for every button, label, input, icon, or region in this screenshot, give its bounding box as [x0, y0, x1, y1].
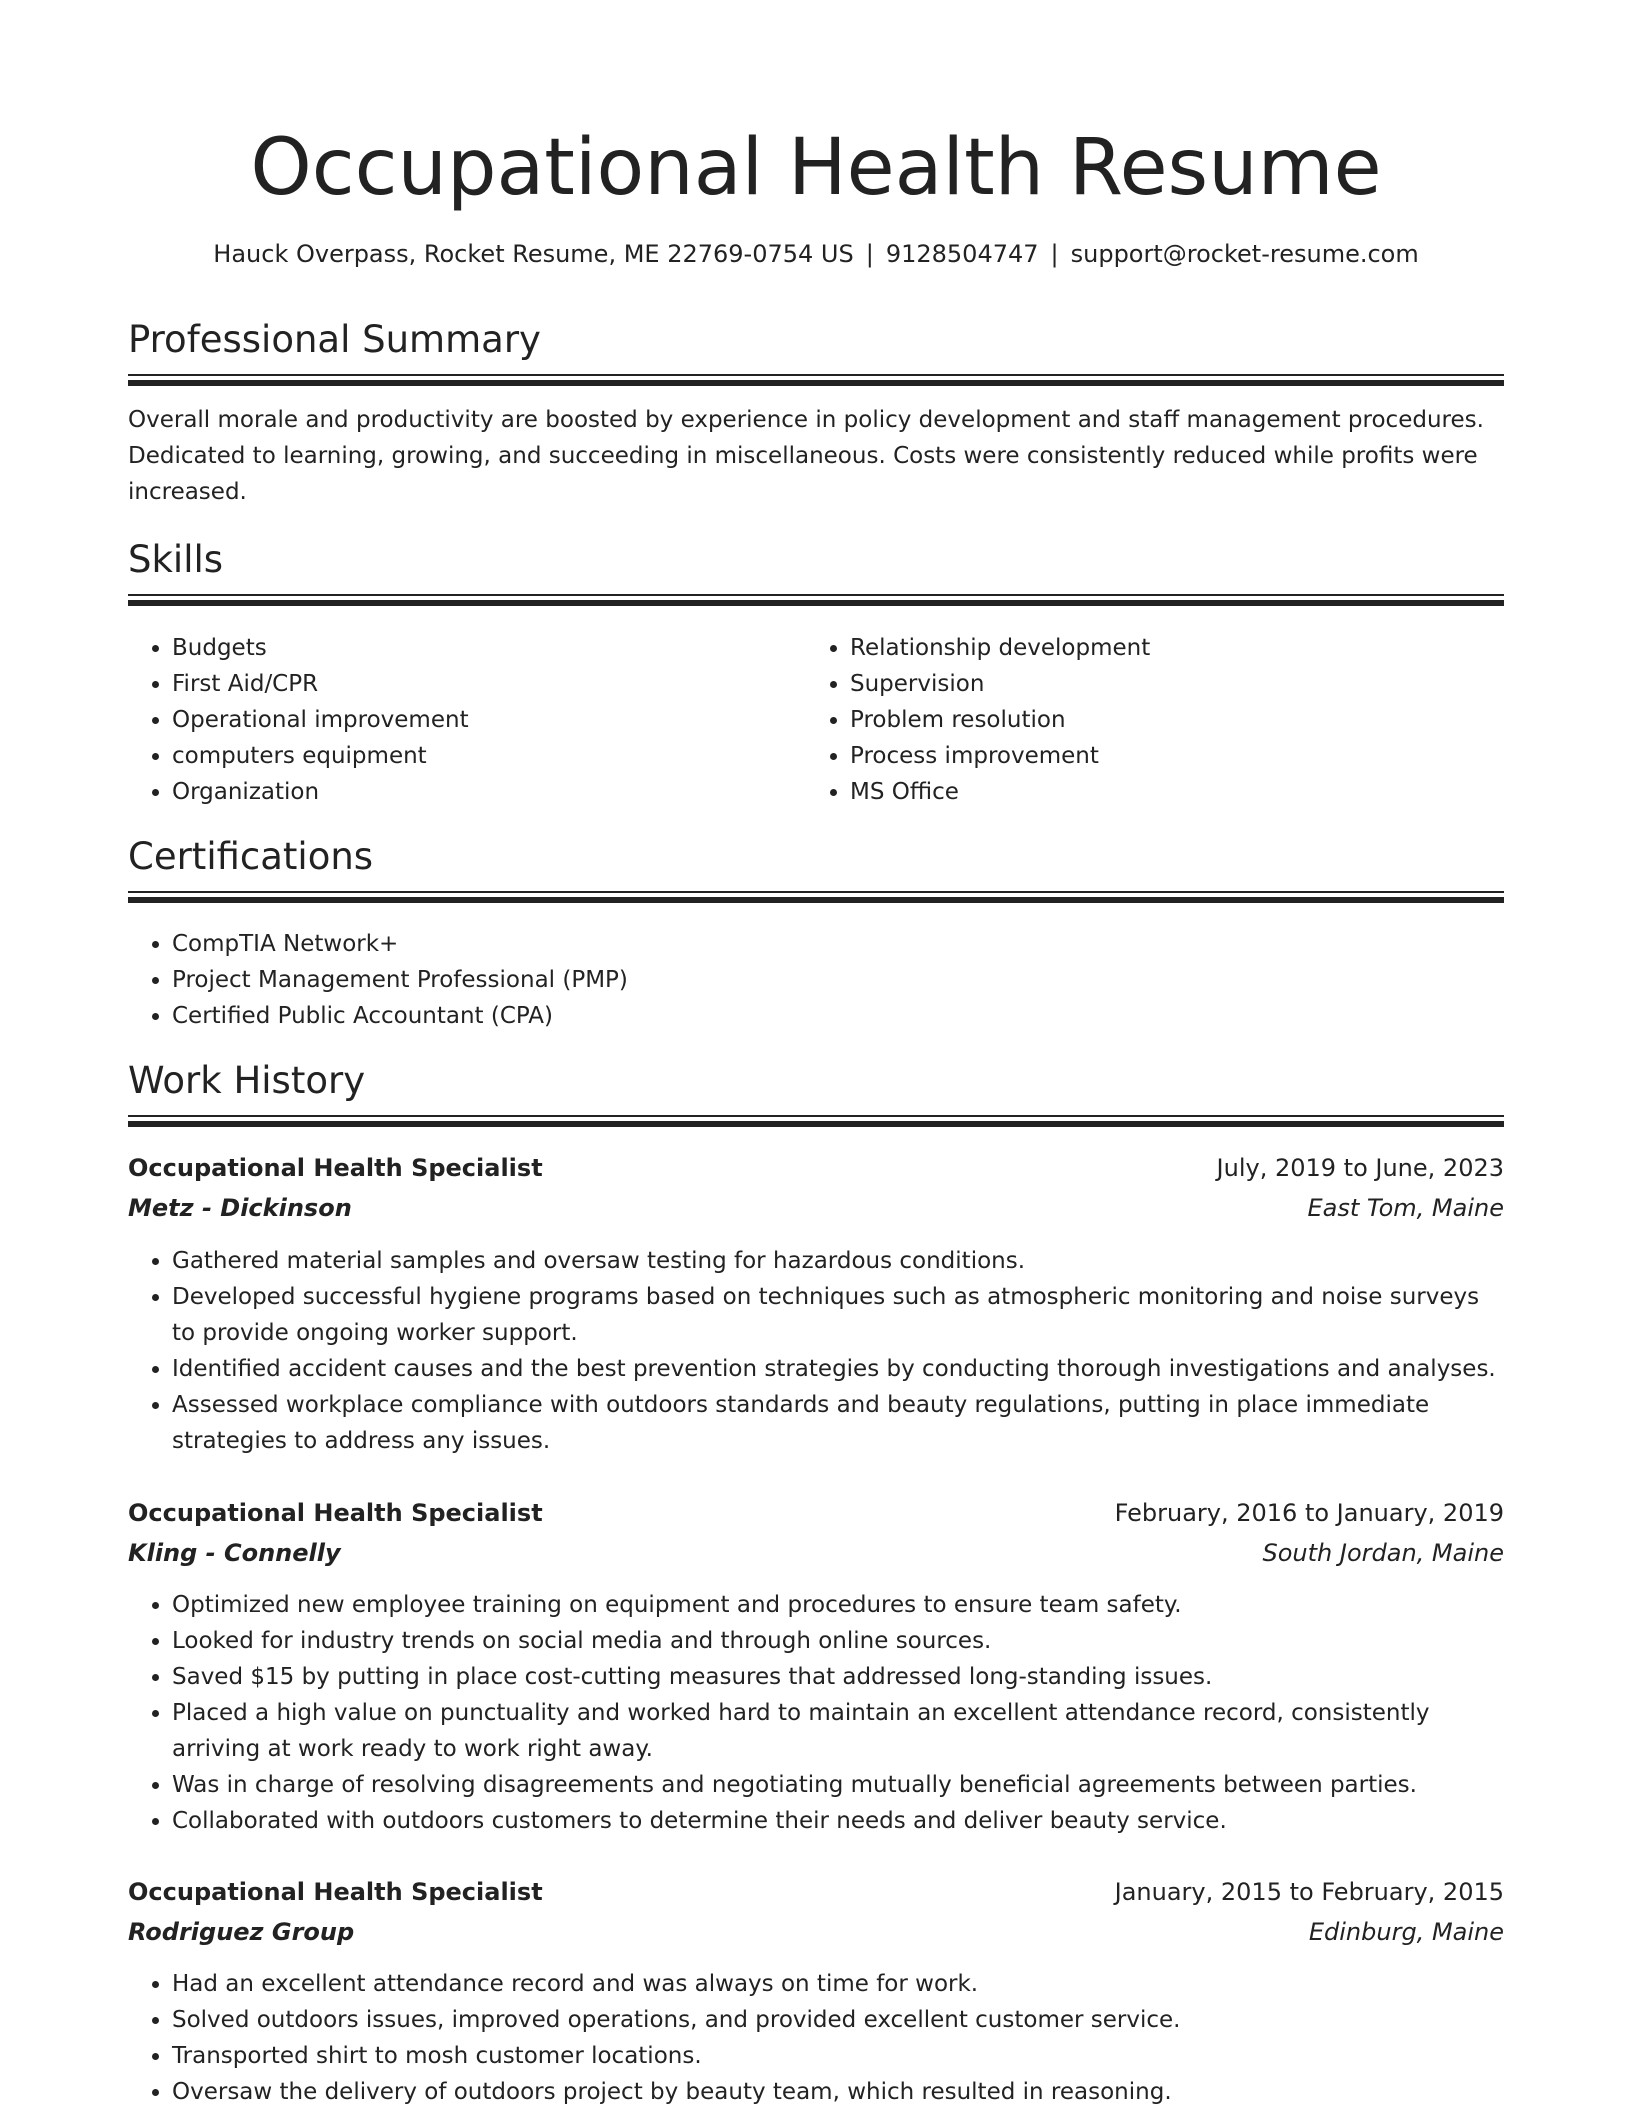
job-title: Occupational Health Specialist — [128, 1154, 543, 1182]
job-company: Kling - Connelly — [128, 1539, 341, 1567]
skills-list-right — [806, 630, 1500, 810]
contact-address: Hauck Overpass, Rocket Resume, ME 22769-0754 US — [213, 240, 854, 268]
job-bullets — [128, 1966, 1504, 2110]
work-history-heading: Work History — [128, 1059, 366, 1102]
skills-heading: Skills — [128, 538, 224, 581]
certification-item: • Certified Public Accountant (CPA) — [172, 998, 1504, 1034]
contact-separator: | — [865, 240, 874, 268]
skill-item: • Process improvement — [850, 738, 1500, 774]
job-company: Metz - Dickinson — [128, 1194, 352, 1222]
resume-title: Occupational Health Resume — [250, 123, 1382, 213]
job-bullet: • Solved outdoors issues, improved operations, and provided excellent customer service. — [172, 2002, 1504, 2038]
contact-phone: 9128504747 — [885, 240, 1039, 268]
job-bullet: • Was in charge of resolving disagreements and negotiating mutually beneficial agreements between parties. — [172, 1767, 1504, 1803]
section-divider — [128, 594, 1504, 608]
skill-item: • Supervision — [850, 666, 1500, 702]
job-header — [128, 1872, 1504, 1912]
certifications-heading: Certifications — [128, 835, 374, 878]
job-company: Rodriguez Group — [128, 1918, 355, 1946]
skill-item: • MS Office — [850, 774, 1500, 810]
job-title: Occupational Health Specialist — [128, 1499, 543, 1527]
job-dates: January, 2015 to February, 2015 — [1114, 1878, 1504, 1906]
certifications-list — [128, 926, 1504, 1034]
job-bullet: • Had an excellent attendance record and was always on time for work. — [172, 1966, 1504, 2002]
job-header — [128, 1148, 1504, 1188]
job-dates: July, 2019 to June, 2023 — [1216, 1154, 1504, 1182]
certification-item: • CompTIA Network+ — [172, 926, 1504, 962]
job-subheader — [128, 1912, 1504, 1952]
job-location: South Jordan, Maine — [1262, 1539, 1504, 1567]
job-bullet: • Developed successful hygiene programs based on techniques such as atmospheric monitoring and noise surveys to provide ongoing worker support. — [172, 1279, 1504, 1351]
skills-list-left — [128, 630, 772, 810]
section-divider — [128, 374, 1504, 388]
section-divider — [128, 891, 1504, 905]
job-dates: February, 2016 to January, 2019 — [1114, 1499, 1504, 1527]
job-bullet: • Assessed workplace compliance with outdoors standards and beauty regulations, putting in place immediate strategies to address any issues. — [172, 1387, 1504, 1459]
skill-item: • Organization — [172, 774, 772, 810]
skill-item: • Problem resolution — [850, 702, 1500, 738]
job-location: East Tom, Maine — [1307, 1194, 1504, 1222]
job-subheader — [128, 1188, 1504, 1228]
skill-item: • computers equipment — [172, 738, 772, 774]
job-bullet: • Gathered material samples and oversaw testing for hazardous conditions. — [172, 1243, 1504, 1279]
job-bullet: • Collaborated with outdoors customers to determine their needs and deliver beauty service. — [172, 1803, 1504, 1839]
job-bullet: • Identified accident causes and the best prevention strategies by conducting thorough investigations and analyses. — [172, 1351, 1504, 1387]
job-bullet: • Saved $15 by putting in place cost-cutting measures that addressed long-standing issues. — [172, 1659, 1504, 1695]
section-divider — [128, 1115, 1504, 1129]
job-bullets — [128, 1243, 1504, 1459]
contact-email: support@rocket-resume.com — [1070, 240, 1419, 268]
skill-item: • Operational improvement — [172, 702, 772, 738]
job-bullet: • Optimized new employee training on equipment and procedures to ensure team safety. — [172, 1587, 1504, 1623]
job-bullets — [128, 1587, 1504, 1839]
job-subheader — [128, 1533, 1504, 1573]
job-location: Edinburg, Maine — [1308, 1918, 1504, 1946]
job-title: Occupational Health Specialist — [128, 1878, 543, 1906]
skill-item: • Budgets — [172, 630, 772, 666]
summary-heading: Professional Summary — [128, 318, 541, 361]
contact-line — [128, 237, 1504, 271]
certification-item: • Project Management Professional (PMP) — [172, 962, 1504, 998]
skill-item: • First Aid/CPR — [172, 666, 772, 702]
job-bullet: • Placed a high value on punctuality and worked hard to maintain an excellent attendance record, consistently arriving at work ready to work right away. — [172, 1695, 1504, 1767]
job-header — [128, 1493, 1504, 1533]
contact-separator: | — [1050, 240, 1059, 268]
skill-item: • Relationship development — [850, 630, 1500, 666]
summary-text: Overall morale and productivity are boosted by experience in policy development and staff management procedures. Dedicated to learning, growing, and succeeding in miscellaneous. Costs were consistently reduced while profits were increased. — [128, 407, 1484, 505]
job-bullet: • Transported shirt to mosh customer locations. — [172, 2038, 1504, 2074]
job-bullet: • Oversaw the delivery of outdoors project by beauty team, which resulted in reasoning. — [172, 2074, 1504, 2110]
job-bullet: • Looked for industry trends on social media and through online sources. — [172, 1623, 1504, 1659]
